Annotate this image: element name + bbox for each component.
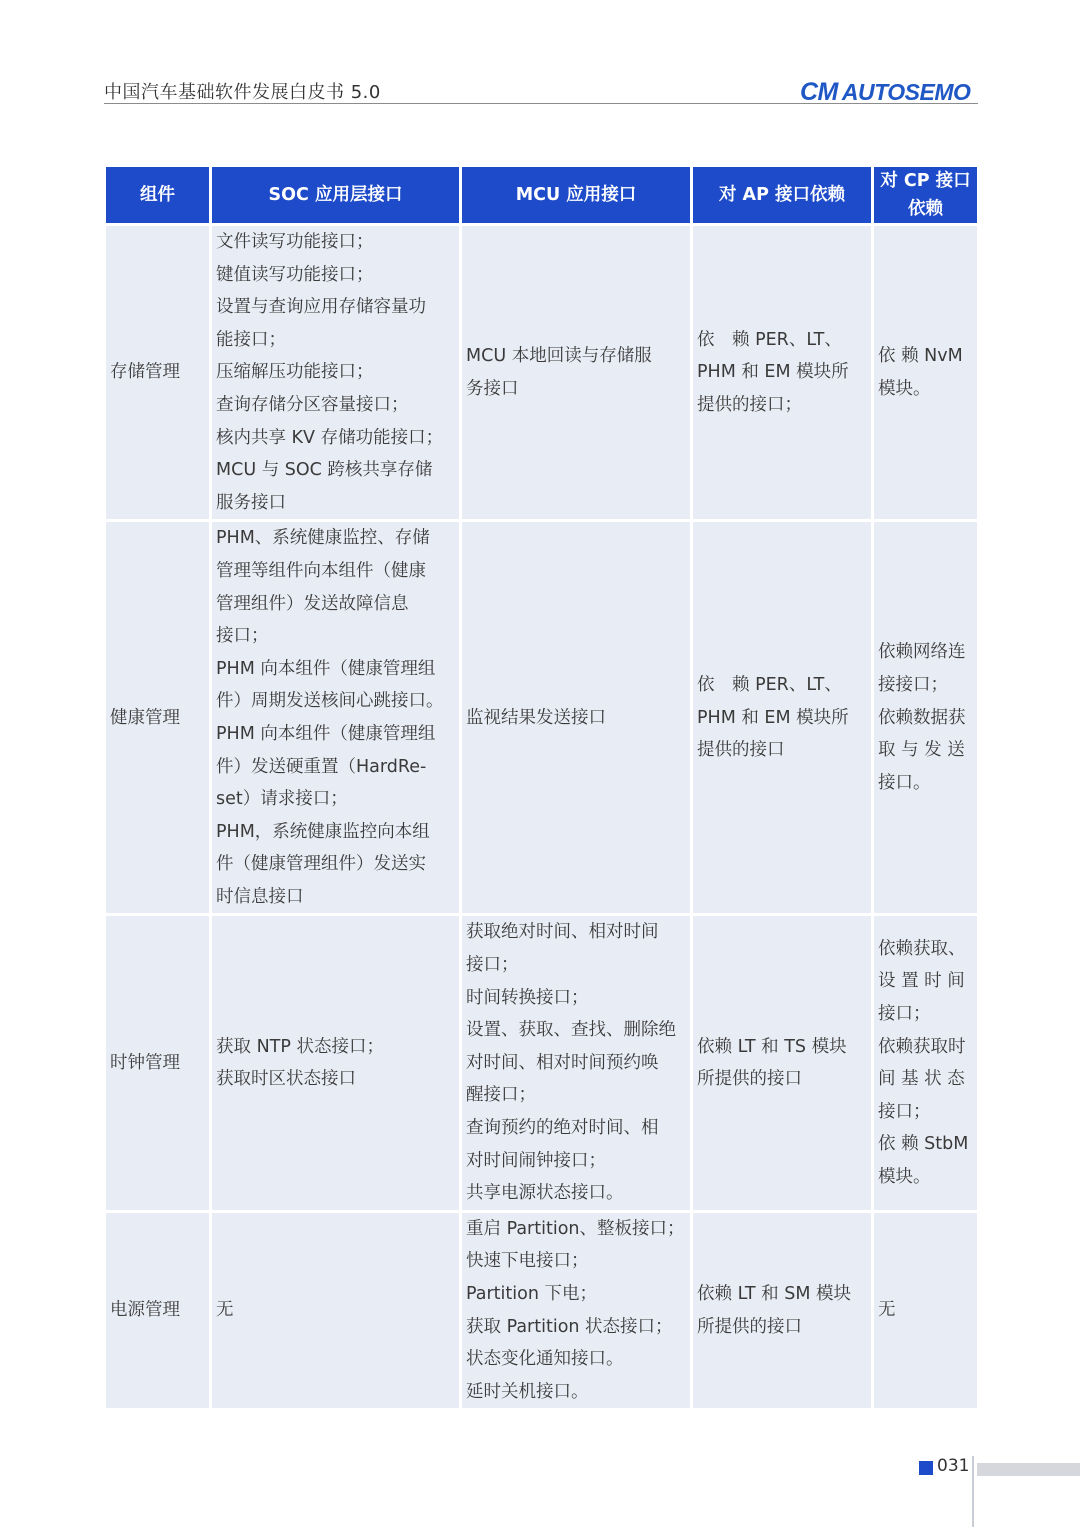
cell-ap	[693, 916, 871, 1209]
header-soc: SOC 应用层接口	[212, 167, 459, 223]
cell-line: 时间转换接口；	[466, 987, 589, 1008]
header-mcu: MCU 应用接口	[462, 167, 690, 223]
footer-vertical-rule	[972, 1456, 974, 1527]
cell-line: 获取 NTP 状态接口；	[216, 1036, 384, 1057]
header-divider	[104, 103, 978, 104]
cell-line: 所提供的接口	[697, 1069, 802, 1090]
cell-line: 醒接口；	[466, 1085, 536, 1106]
cell-line: 键值读写功能接口；	[216, 264, 374, 285]
header-component: 组件	[106, 167, 209, 223]
cell-line: PHM、系统健康监控、存储	[216, 528, 430, 549]
cell-line: PHM 和 EM 模块所	[697, 362, 849, 383]
cell-soc	[212, 522, 459, 913]
cell-line: PHM，系统健康监控向本组	[216, 821, 430, 842]
cell-line: 接口。	[878, 772, 931, 793]
cell-cp	[874, 1213, 977, 1409]
cell-line: 接口；	[878, 1101, 931, 1122]
cell-line: 能接口；	[216, 329, 286, 350]
cell-line: 依赖网络连	[878, 642, 966, 663]
header-cp	[874, 167, 977, 223]
cell-line: 状态变化通知接口。	[466, 1349, 624, 1370]
cell-line: 时信息接口	[216, 886, 304, 907]
cell-line: 依 赖 StbM	[878, 1134, 969, 1155]
header-cp-line: 对 CP 接	[880, 171, 954, 191]
cell-line: 接口；	[466, 955, 519, 976]
cell-line: PHM 向本组件（健康管理组	[216, 658, 436, 679]
cell-line: 核内共享 KV 存储功能接口；	[216, 427, 444, 448]
logo-text: AUTOSEMO	[841, 79, 971, 105]
cell-line: 依赖获取时	[878, 1036, 966, 1057]
cell-line: 延时关机接口。	[466, 1381, 589, 1402]
cell-soc	[212, 226, 459, 519]
page-number-marker	[919, 1461, 933, 1475]
cell-line: 获取绝对时间、相对时间	[466, 922, 659, 943]
cell-cp	[874, 226, 977, 519]
cell-line: 对时间、相对时间预约唤	[466, 1052, 659, 1073]
cell-line: 文件读写功能接口；	[216, 232, 374, 252]
cell-line: 接口；	[878, 1003, 931, 1024]
logo-mark: CM	[800, 78, 838, 106]
cell-line: 查询存储分区容量接口；	[216, 394, 409, 415]
header-ap: 对 AP 接口依赖	[693, 167, 871, 223]
cell-line: 压缩解压功能接口；	[216, 362, 374, 383]
table-row	[106, 522, 977, 913]
cell-line: 管理组件）发送故障信息	[216, 593, 409, 614]
cell-line: 无	[878, 1300, 896, 1321]
cell-soc	[212, 1213, 459, 1409]
cell-line: 接口；	[216, 626, 269, 647]
cell-line: PHM 和 EM 模块所	[697, 707, 849, 728]
cell-component: 存储管理	[106, 226, 209, 519]
cell-soc	[212, 916, 459, 1209]
cell-line: 快速下电接口；	[466, 1251, 589, 1272]
cell-cp	[874, 916, 977, 1209]
cell-line: 共享电源状态接口。	[466, 1183, 624, 1204]
table-row	[106, 916, 977, 1209]
cell-line: 取 与 发 送	[878, 740, 965, 761]
cell-line: 依赖 LT 和 TS 模块	[697, 1036, 847, 1057]
cell-mcu	[462, 1213, 690, 1409]
cell-line: MCU 本地回读与存储服	[466, 346, 652, 367]
cell-line: 依 赖 PER、LT、	[697, 329, 842, 350]
cell-cp	[874, 522, 977, 913]
cell-line: 模块。	[878, 378, 931, 399]
cell-line: 务接口	[466, 378, 519, 399]
cell-line: 所提供的接口	[697, 1316, 802, 1337]
cell-line: 重启 Partition、整板接口；	[466, 1218, 685, 1239]
cell-mcu	[462, 522, 690, 913]
cell-line: 对时间闹钟接口；	[466, 1150, 606, 1171]
cell-ap	[693, 522, 871, 913]
cell-line: set）请求接口；	[216, 789, 348, 810]
cell-line: 无	[216, 1300, 234, 1321]
table-row	[106, 226, 977, 519]
cell-line: 获取时区状态接口	[216, 1069, 356, 1090]
cell-ap	[693, 226, 871, 519]
table-row	[106, 1213, 977, 1409]
cell-line: 件）周期发送核间心跳接口。	[216, 691, 444, 712]
cell-mcu	[462, 916, 690, 1209]
cell-component: 健康管理	[106, 522, 209, 913]
footer-bar	[977, 1463, 1080, 1476]
cell-line: 监视结果发送接口	[466, 707, 606, 728]
cell-line: 提供的接口；	[697, 394, 802, 415]
cell-line: 件（健康管理组件）发送实	[216, 854, 426, 875]
cell-line: 依赖获取、	[878, 938, 966, 959]
cell-line: Partition 下电；	[466, 1284, 597, 1304]
cell-component: 时钟管理	[106, 916, 209, 1209]
document-title: 中国汽车基础软件发展白皮书 5.0	[104, 82, 381, 103]
cell-line: 接接口；	[878, 675, 948, 696]
table-header-row	[106, 167, 977, 223]
cell-line: PHM 向本组件（健康管理组	[216, 723, 436, 744]
cell-line: 依赖 LT 和 SM 模块	[697, 1284, 851, 1304]
cell-line: 提供的接口	[697, 740, 785, 761]
header-cp-line: 口依赖	[908, 171, 971, 219]
cell-line: MCU 与 SOC 跨核共享存储	[216, 460, 433, 481]
cell-line: 依 赖 NvM	[878, 346, 963, 367]
page-number: 031	[937, 1456, 970, 1476]
cell-line: 模块。	[878, 1166, 931, 1187]
cell-line: 服务接口	[216, 492, 286, 513]
cell-line: 获取 Partition 状态接口；	[466, 1316, 673, 1337]
cell-line: 依 赖 PER、LT、	[697, 675, 842, 696]
cell-line: 设 置 时 间	[878, 971, 965, 992]
cell-line: 查询预约的绝对时间、相	[466, 1118, 659, 1139]
cell-line: 依赖数据获	[878, 707, 966, 728]
interface-table	[103, 164, 980, 1411]
cell-line: 管理等组件向本组件（健康	[216, 560, 426, 581]
cell-ap	[693, 1213, 871, 1409]
cell-mcu	[462, 226, 690, 519]
cell-line: 间 基 状 态	[878, 1069, 965, 1090]
cell-line: 设置与查询应用存储容量功	[216, 297, 426, 318]
cell-component: 电源管理	[106, 1213, 209, 1409]
cell-line: 件）发送硬重置（HardRe-	[216, 756, 427, 777]
cell-line: 设置、获取、查找、删除绝	[466, 1020, 676, 1041]
autosemo-logo	[800, 78, 978, 104]
